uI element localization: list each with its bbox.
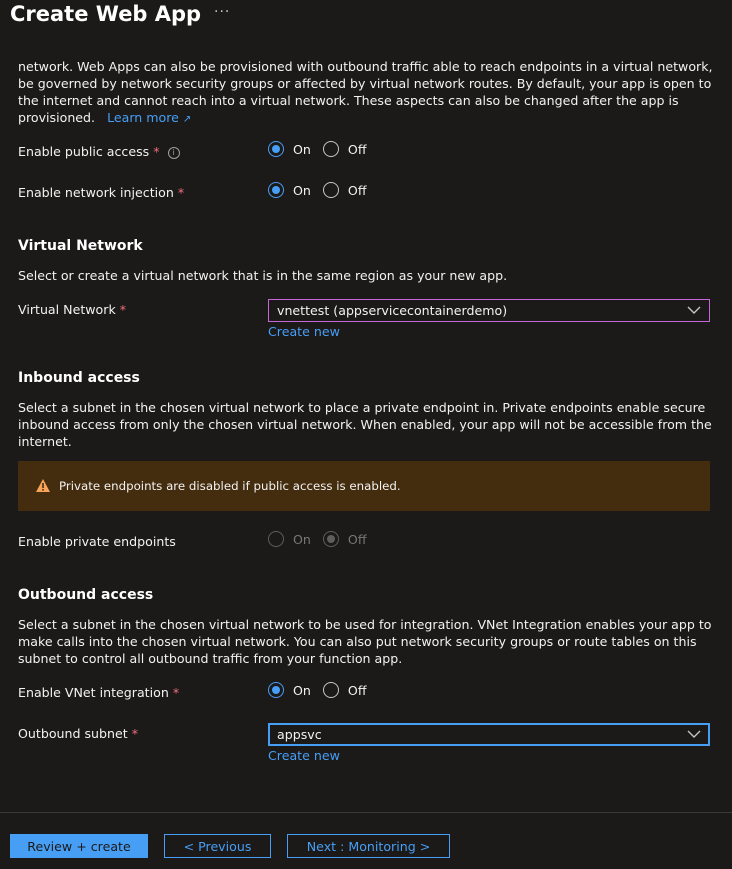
radio-selected-icon: [323, 531, 339, 547]
required-marker: *: [172, 685, 180, 700]
radio-selected-icon[interactable]: [268, 141, 284, 157]
vnet-integration-radio-group: [268, 682, 379, 698]
radio-label-on: On: [293, 682, 311, 698]
warning-text: Private endpoints are disabled if public access is enabled.: [59, 479, 401, 493]
page-title: Create Web App: [10, 2, 202, 26]
outbound-access-heading: Outbound access: [18, 587, 154, 603]
outbound-subnet-dropdown[interactable]: [268, 723, 710, 746]
radio-unselected-icon: [268, 531, 284, 547]
external-link-icon: ↗: [182, 114, 192, 125]
outbound-access-description: Select a subnet in the chosen virtual network to be used for integration. VNet Integration enables your app to make calls into the chosen virtual network. You can also put network security groups or route tables on this subnet to control all outbound traffic from your function app.: [18, 617, 712, 666]
private-endpoints-on-radio: [268, 531, 311, 547]
create-new-subnet-link[interactable]: Create new: [268, 748, 340, 763]
next-monitoring-button[interactable]: Next : Monitoring >: [287, 834, 450, 858]
learn-more-link[interactable]: [99, 110, 191, 125]
chevron-down-icon: [687, 729, 701, 739]
chevron-down-icon: [687, 305, 701, 315]
intro-paragraph: [18, 58, 714, 128]
network-injection-radio-group: [268, 182, 379, 198]
required-marker: *: [153, 144, 160, 159]
virtual-network-label: [18, 302, 126, 317]
radio-unselected-icon[interactable]: [323, 182, 339, 198]
network-injection-on-radio[interactable]: [268, 182, 311, 198]
blade-header: [0, 0, 732, 38]
radio-unselected-icon[interactable]: [323, 141, 339, 157]
radio-label-off: Off: [347, 141, 367, 157]
private-endpoint-warning-banner: [18, 461, 710, 511]
outbound-subnet-label: [18, 726, 138, 741]
public-access-off-radio[interactable]: [323, 141, 367, 157]
network-injection-label: [18, 185, 184, 200]
public-access-on-radio[interactable]: [268, 141, 311, 157]
virtual-network-label-text: Virtual Network: [18, 302, 116, 317]
private-endpoints-radio-group: [268, 531, 379, 547]
vnet-integration-off-radio[interactable]: [323, 682, 367, 698]
radio-selected-icon[interactable]: [268, 182, 284, 198]
info-icon[interactable]: i: [168, 147, 180, 159]
more-options-icon[interactable]: ···: [214, 4, 231, 20]
vnet-integration-label: [18, 685, 179, 700]
required-marker: *: [119, 302, 127, 317]
warning-icon: [35, 478, 51, 493]
radio-label-on: On: [293, 141, 311, 157]
required-marker: *: [131, 726, 138, 741]
create-new-vnet-link[interactable]: Create new: [268, 324, 340, 339]
private-endpoints-label: Enable private endpoints: [18, 534, 176, 549]
network-injection-label-text: Enable network injection: [18, 185, 174, 200]
footer-bar: [0, 812, 732, 869]
learn-more-text[interactable]: Learn more: [107, 110, 179, 125]
vnet-integration-on-radio[interactable]: [268, 682, 311, 698]
virtual-network-dropdown[interactable]: [268, 299, 710, 322]
radio-label-off: Off: [347, 682, 367, 698]
previous-button[interactable]: < Previous: [164, 834, 271, 858]
public-access-radio-group: [268, 141, 379, 157]
inbound-access-description: Select a subnet in the chosen virtual network to place a private endpoint in. Private endpoints enable secure inbound access from only the chosen virtual network. When enabled, your app will not be accessible from the internet.: [18, 400, 712, 449]
virtual-network-description: Select or create a virtual network that is in the same region as your new app.: [18, 268, 508, 283]
radio-label-off: Off: [347, 531, 367, 547]
radio-unselected-icon[interactable]: [323, 682, 339, 698]
review-create-button[interactable]: Review + create: [10, 834, 148, 858]
outbound-subnet-value: appsvc: [277, 727, 322, 742]
virtual-network-value: vnettest (appservicecontainerdemo): [277, 303, 508, 318]
inbound-access-heading: Inbound access: [18, 370, 140, 386]
vnet-integration-label-text: Enable VNet integration: [18, 685, 169, 700]
radio-selected-icon[interactable]: [268, 682, 284, 698]
private-endpoints-off-radio: [323, 531, 367, 547]
public-access-label-text: Enable public access: [18, 144, 150, 159]
outbound-subnet-label-text: Outbound subnet: [18, 726, 128, 741]
virtual-network-heading: Virtual Network: [18, 238, 143, 254]
radio-label-off: Off: [347, 182, 367, 198]
intro-text: network. Web Apps can also be provisioned with outbound traffic able to reach endpoints in a virtual network, be governed by network security groups or affected by virtual network routes. By default, your app is open to the internet and cannot reach into a virtual network. These aspects can also be changed after the app is provisioned.: [18, 59, 713, 125]
radio-label-on: On: [293, 182, 311, 198]
radio-label-on: On: [293, 531, 311, 547]
network-injection-off-radio[interactable]: [323, 182, 367, 198]
required-marker: *: [177, 185, 185, 200]
public-access-label: [18, 144, 180, 159]
